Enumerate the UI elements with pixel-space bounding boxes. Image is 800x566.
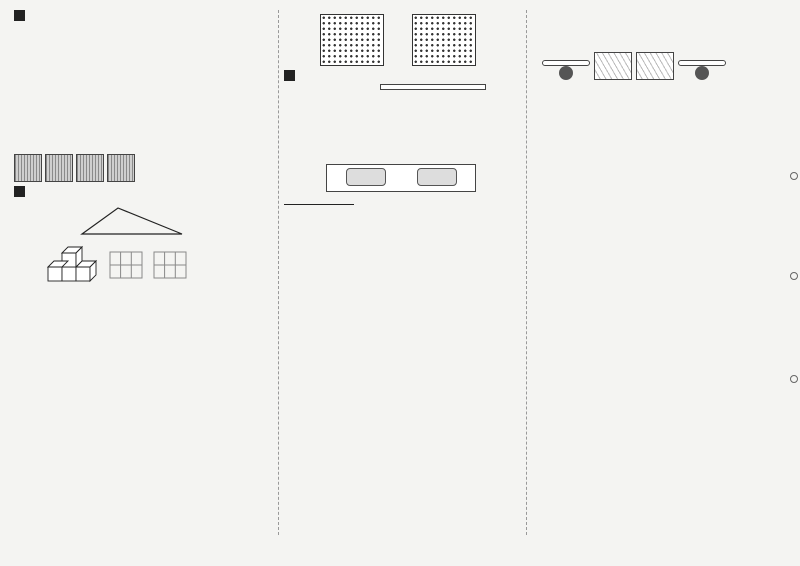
glasses-icon [346, 168, 386, 186]
triangle-shape [82, 208, 182, 234]
section-number [14, 10, 25, 21]
dot-grids [320, 14, 520, 66]
kid-icon [559, 66, 573, 80]
unit-square [14, 154, 42, 182]
blank-bar-chart [536, 136, 756, 222]
triangle-figure [74, 200, 194, 238]
product-box [326, 164, 476, 192]
badge-box-icon [636, 52, 674, 80]
section-header [14, 10, 272, 21]
left-view-grid [152, 250, 188, 285]
unit-square [107, 154, 135, 182]
views-figure [44, 245, 272, 285]
kid-icon [695, 66, 709, 80]
section-number [284, 70, 295, 81]
unit-square [45, 154, 73, 182]
speaker-b [678, 60, 726, 80]
question-9-sub1 [284, 196, 520, 210]
badge-box-icon [594, 52, 632, 80]
binding-hole [790, 272, 798, 280]
column-divider [278, 10, 279, 535]
top-view-grid [108, 250, 144, 285]
chart-area [536, 136, 788, 227]
speaker-a [542, 60, 590, 80]
gift-box-b [636, 52, 674, 80]
unit-square [76, 154, 104, 182]
column-middle [284, 8, 520, 212]
column-right [532, 8, 788, 229]
cube-stack-figure [44, 245, 100, 285]
column-left [14, 8, 272, 285]
dot-grid [320, 14, 384, 66]
section-header [284, 70, 520, 81]
column-divider [526, 10, 527, 535]
controller-icon [417, 168, 457, 186]
decimal-squares [14, 154, 272, 182]
product-controller [417, 168, 457, 188]
section-number [14, 186, 25, 197]
gift-box-a [594, 52, 632, 80]
product-glasses [346, 168, 386, 188]
answer-blank[interactable] [284, 204, 354, 205]
binding-hole [790, 375, 798, 383]
section-header [14, 186, 272, 197]
binding-hole [790, 172, 798, 180]
badge-shop-illustration [542, 52, 788, 80]
dot-grid [412, 14, 476, 66]
